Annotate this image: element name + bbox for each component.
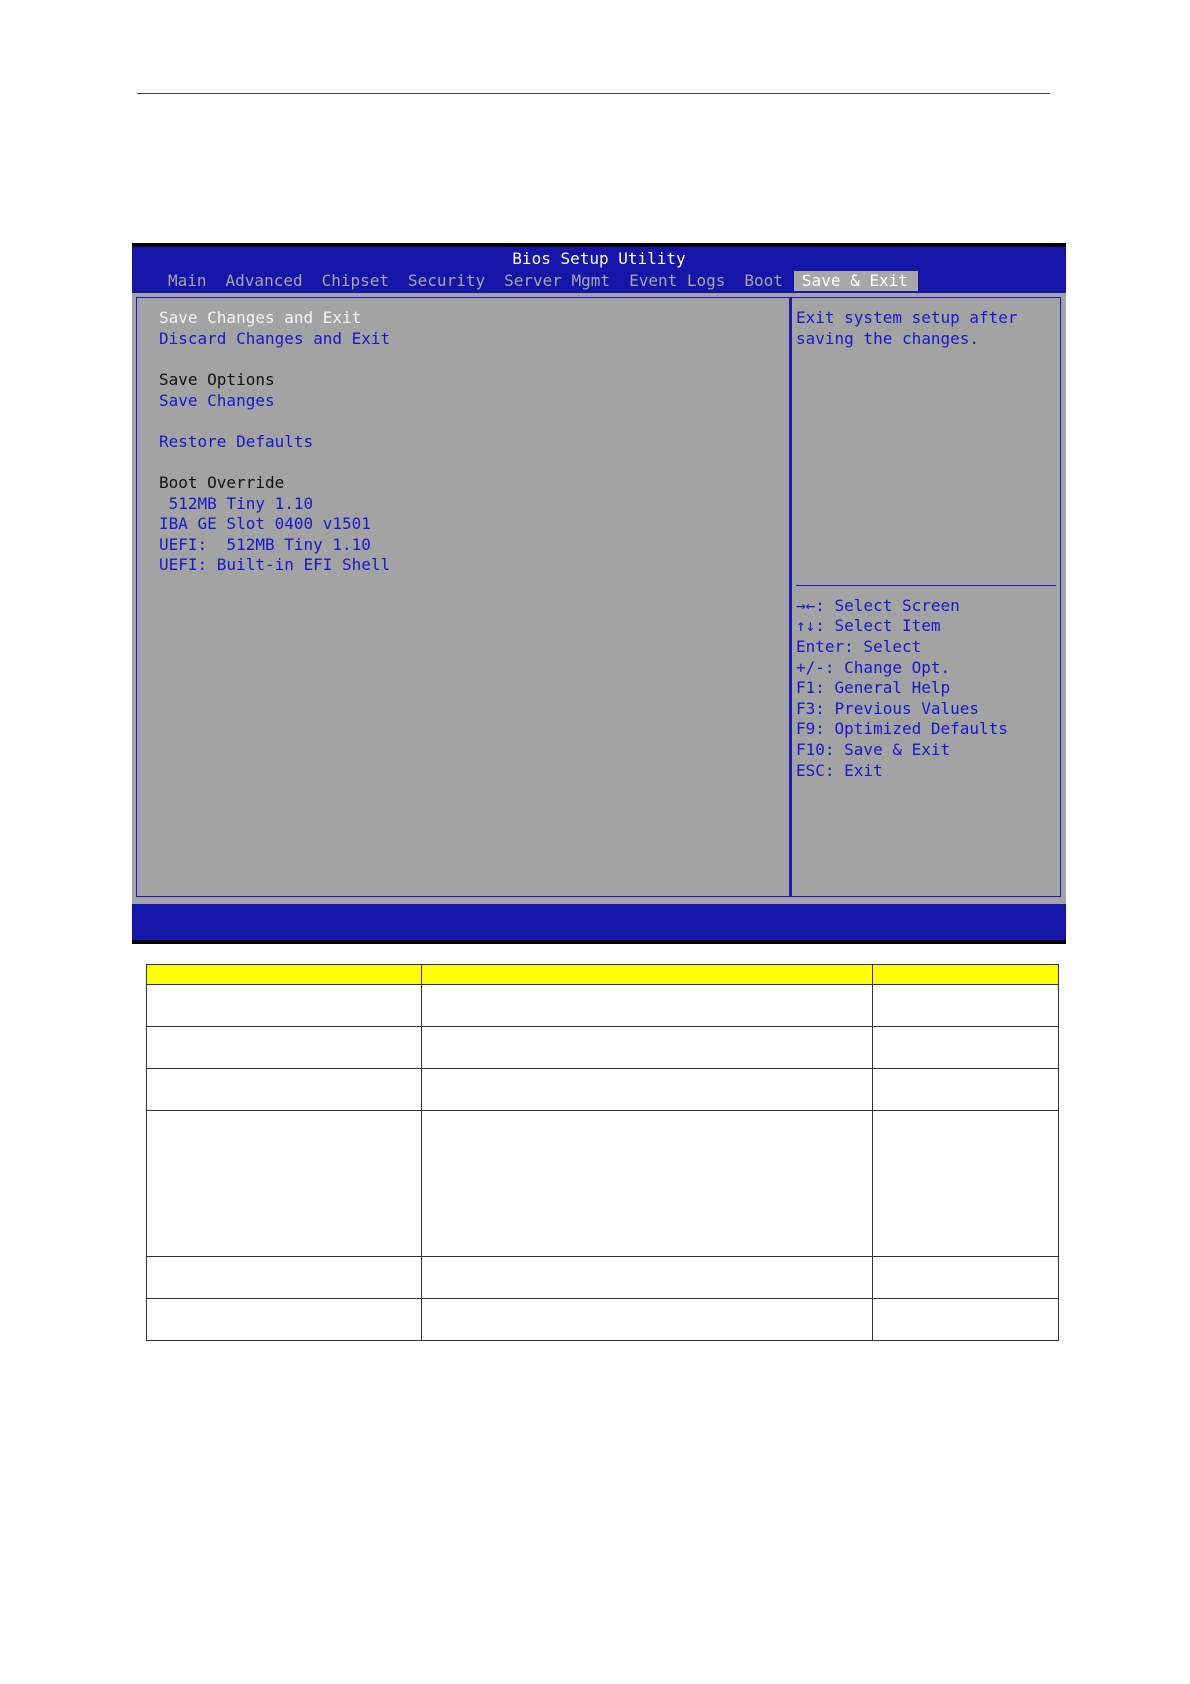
tab-main[interactable]: Main — [168, 271, 207, 290]
options-pane — [136, 297, 790, 897]
table-cell — [873, 1299, 1059, 1341]
table-row — [147, 985, 1059, 1027]
boot-override-option-3[interactable]: UEFI: 512MB Tiny 1.10 — [159, 535, 371, 554]
key-hint-f10: F10: Save & Exit — [796, 740, 951, 759]
table-cell — [422, 1027, 873, 1069]
table-header-cell — [422, 965, 873, 985]
options-description-table — [146, 964, 1059, 1341]
restore-defaults-item[interactable]: Restore Defaults — [159, 432, 314, 451]
tab-boot[interactable]: Boot — [744, 271, 783, 290]
table-row — [147, 1027, 1059, 1069]
table-cell — [873, 1257, 1059, 1299]
table-header-row — [147, 965, 1059, 985]
table-row — [147, 1111, 1059, 1257]
tab-event-logs[interactable]: Event Logs — [629, 271, 726, 290]
bios-tab-bar — [168, 271, 927, 291]
table-row — [147, 1069, 1059, 1111]
key-hint-enter: Enter: Select — [796, 637, 922, 656]
key-hint-change-opt: +/-: Change Opt. — [796, 658, 951, 677]
bios-content-panel — [132, 293, 1066, 904]
table-cell — [147, 985, 422, 1027]
table-cell — [873, 1027, 1059, 1069]
bios-top-border — [132, 243, 1066, 247]
save-changes-and-exit-item[interactable]: Save Changes and Exit — [159, 308, 362, 327]
bios-title: Bios Setup Utility — [512, 249, 686, 268]
boot-override-option-2[interactable]: IBA GE Slot 0400 v1501 — [159, 514, 371, 533]
key-hint-select-screen: →←: Select Screen — [796, 596, 960, 615]
boot-override-option-1[interactable]: 512MB Tiny 1.10 — [159, 494, 314, 513]
table-header-cell — [147, 965, 422, 985]
discard-changes-and-exit-item[interactable]: Discard Changes and Exit — [159, 329, 391, 348]
help-description-line: saving the changes. — [796, 329, 980, 348]
key-hint-f1: F1: General Help — [796, 678, 951, 697]
bios-setup-window — [132, 243, 1066, 944]
boot-override-heading: Boot Override — [159, 473, 285, 492]
key-hint-f3: F3: Previous Values — [796, 699, 980, 718]
save-options-heading: Save Options — [159, 370, 275, 389]
table-cell — [422, 1111, 873, 1257]
bios-bottom-border — [132, 940, 1066, 944]
table-cell — [147, 1027, 422, 1069]
tab-security[interactable]: Security — [408, 271, 486, 290]
tab-save-exit[interactable]: Save & Exit — [794, 271, 918, 291]
help-pane — [790, 297, 1061, 897]
tab-chipset[interactable]: Chipset — [321, 271, 390, 290]
table-cell — [422, 985, 873, 1027]
table-cell — [147, 1069, 422, 1111]
table-row — [147, 1299, 1059, 1341]
help-description-line: Exit system setup after — [796, 308, 1018, 327]
table-cell — [873, 985, 1059, 1027]
tab-advanced[interactable]: Advanced — [225, 271, 303, 290]
table-cell — [422, 1257, 873, 1299]
key-hint-f9: F9: Optimized Defaults — [796, 719, 1008, 738]
table-cell — [147, 1257, 422, 1299]
key-hint-esc: ESC: Exit — [796, 761, 883, 780]
bios-status-bar — [132, 904, 1066, 940]
tab-server-mgmt[interactable]: Server Mgmt — [504, 271, 611, 290]
page-header-rule — [137, 93, 1050, 94]
table-cell — [873, 1069, 1059, 1111]
table-cell — [422, 1069, 873, 1111]
help-divider — [796, 585, 1056, 586]
table-cell — [147, 1299, 422, 1341]
table-cell — [873, 1111, 1059, 1257]
table-cell — [422, 1299, 873, 1341]
boot-override-option-4[interactable]: UEFI: Built-in EFI Shell — [159, 555, 391, 574]
save-changes-item[interactable]: Save Changes — [159, 391, 275, 410]
key-hint-select-item: ↑↓: Select Item — [796, 616, 941, 635]
table-cell — [147, 1111, 422, 1257]
table-header-cell — [873, 965, 1059, 985]
table-row — [147, 1257, 1059, 1299]
